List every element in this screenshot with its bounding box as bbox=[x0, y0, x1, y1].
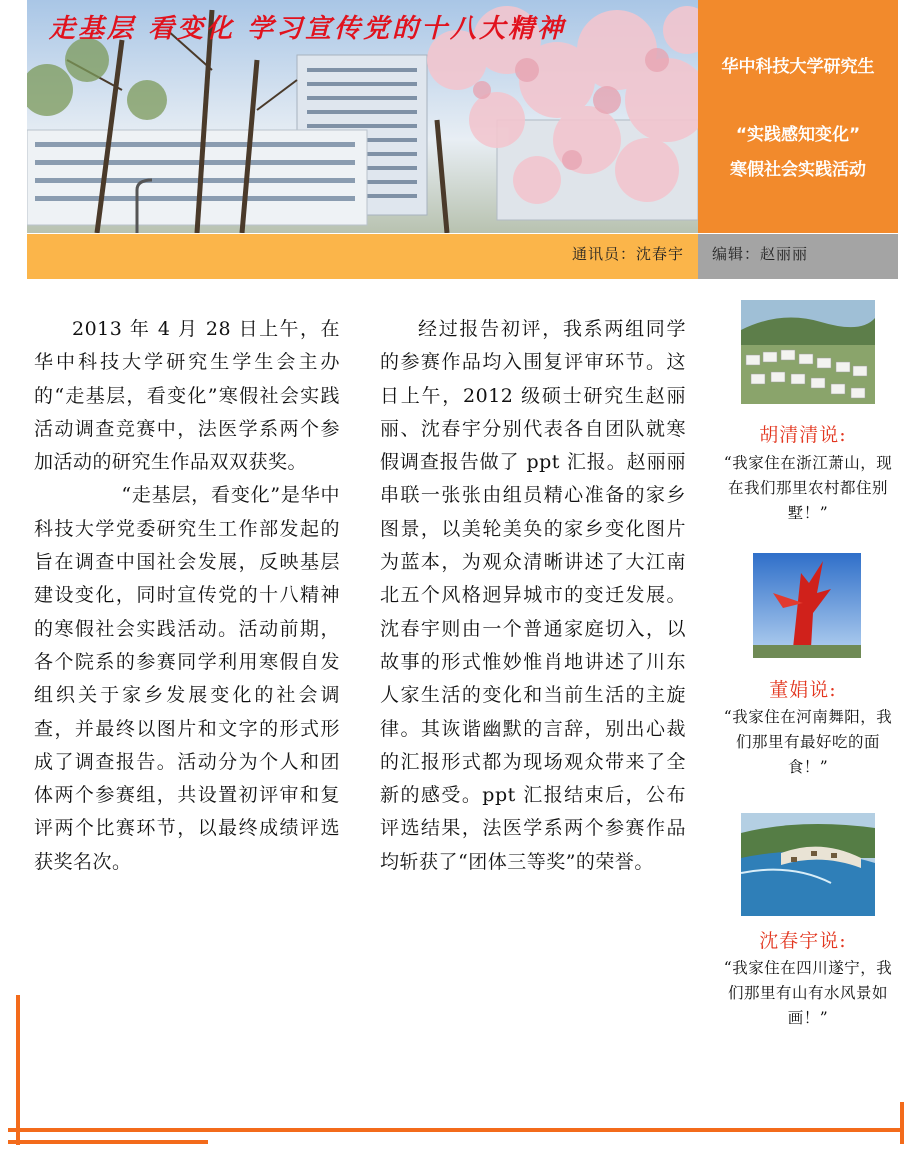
header-banner bbox=[27, 0, 698, 233]
university-name: 华中科技大学研究生 bbox=[721, 57, 875, 77]
waterfront-photo bbox=[741, 813, 875, 916]
sculpture-photo bbox=[753, 553, 861, 658]
article-column-2 bbox=[380, 313, 686, 879]
frame-line-left bbox=[16, 995, 20, 1145]
activity-name: 寒假社会实践活动 bbox=[730, 160, 866, 180]
quote-text: “我家住在河南舞阳，我们那里有最好吃的面食！” bbox=[723, 708, 893, 776]
quote-text: “我家住在浙江萧山，现在我们那里农村都住别墅！” bbox=[723, 454, 893, 522]
byline-bar bbox=[27, 234, 698, 279]
frame-line-bottom bbox=[8, 1128, 904, 1132]
speaker-name: 胡清清说: bbox=[759, 424, 847, 446]
activity-box bbox=[698, 0, 898, 233]
article-column-1 bbox=[34, 313, 340, 879]
editor-credit: 编辑：赵丽丽 bbox=[712, 245, 809, 263]
frame-line-accent bbox=[8, 1140, 208, 1144]
reporter-credit: 通讯员：沈春宇 bbox=[571, 245, 684, 263]
speaker-name: 董娟说: bbox=[769, 679, 837, 701]
frame-line-right bbox=[900, 1102, 904, 1144]
paragraph: 经过报告初评，我系两组同学的参赛作品均入围复评审环节。这日上午，2012 级硕士研究生赵丽丽、沈春宇分别代表各自团队就寒假调查报告做了 ppt 汇报。赵丽丽串联一张张由组员精心准备的家乡图景，以美轮美奂的家乡变化图片为蓝本，为观众清晰讲述了大江南北五个风格迥异城市的变迁发展。沈春宇则由一个普通家庭切入，以故事的形式惟妙惟肖地讲述了川东人家生活的变化和当前生活的主旋律。其诙谐幽默的言辞，别出心裁的汇报形式都为现场观众带来了全新的感受。ppt 汇报结束后，公布评选结果，法医学系两个参赛作品均斩获了“团体三等奖”的荣誉。 bbox=[380, 318, 686, 873]
paragraph: “走基层，看变化”是华中科技大学党委研究生工作部发起的旨在调查中国社会发展，反映基层建设变化，同时宣传党的十八精神的寒假社会实践活动。活动前期，各个院系的参赛同学利用寒假自发组织关于家乡发展变化的社会调查，并最终以图片和文字的形式形成了调查报告。活动分为个人和团体两个参赛组，共设置初评审和复评两个比赛环节，以最终成绩评选获奖名次。 bbox=[34, 484, 340, 873]
speaker-name: 沈春宇说: bbox=[759, 930, 847, 952]
page-title: 走基层 看变化 学习宣传党的十八大精神 bbox=[49, 14, 567, 44]
village-photo bbox=[741, 300, 875, 404]
quote-text: “我家住在四川遂宁，我们那里有山有水风景如画！” bbox=[723, 959, 893, 1027]
activity-slogan: “实践感知变化” bbox=[735, 125, 861, 145]
paragraph: 2013 年 4 月 28 日上午，在华中科技大学研究生学生会主办的“走基层，看变化”寒假社会实践活动调查竞赛中，法医学系两个参加活动的研究生作品双双获奖。 bbox=[34, 318, 340, 474]
editor-bar bbox=[698, 234, 898, 279]
